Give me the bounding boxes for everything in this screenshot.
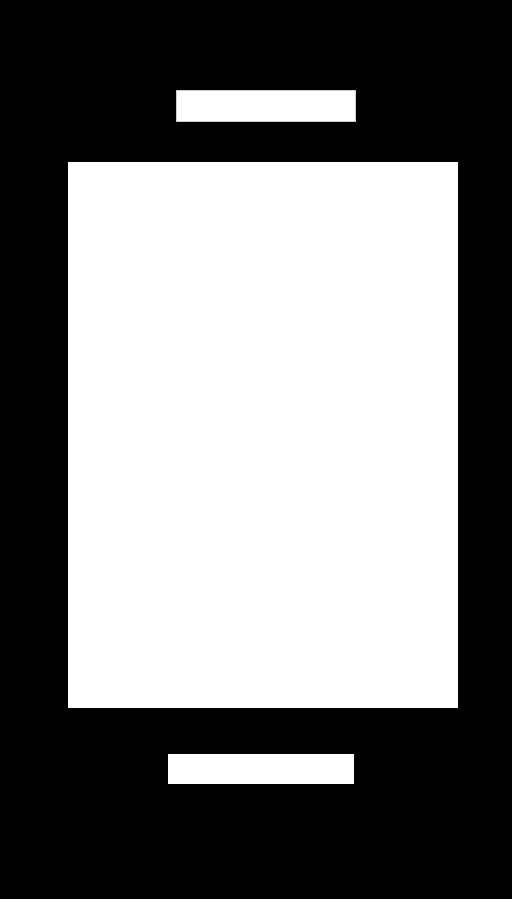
bottom-title-label bbox=[168, 754, 354, 784]
top-code-label bbox=[176, 90, 356, 122]
survey-form bbox=[68, 162, 458, 708]
